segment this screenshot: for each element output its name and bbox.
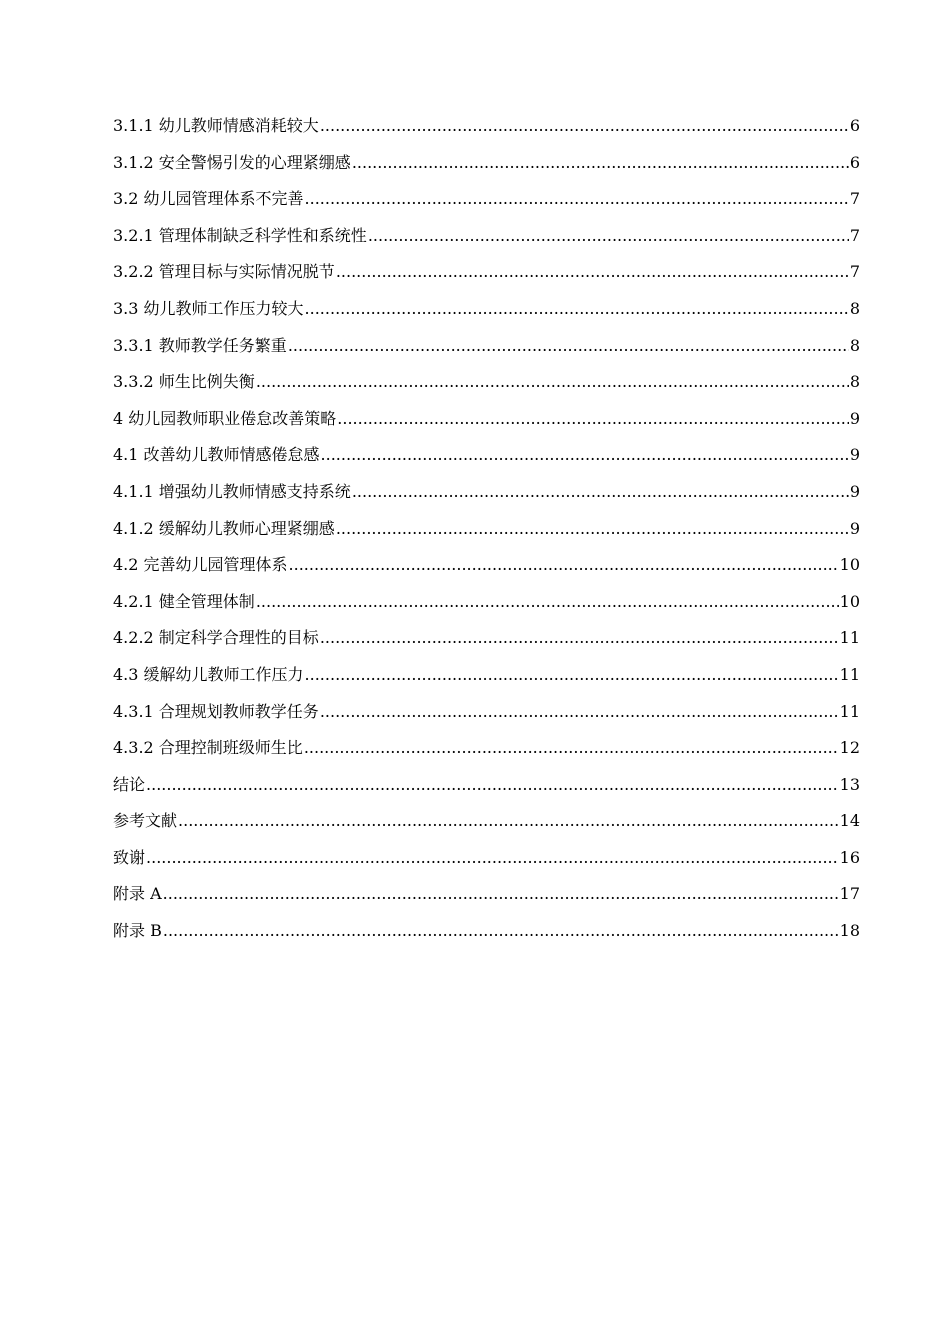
toc-dot-leader [320,108,849,145]
toc-dot-leader [178,803,839,840]
toc-entry-title: 4.3.1 合理规划教师教学任务 [113,701,319,721]
toc-entry-title: 3.3.1 教师教学任务繁重 [113,335,287,355]
toc-entry-page-number: 18 [839,921,860,941]
toc-entry-page-number: 7 [849,262,860,282]
toc-dot-leader [305,657,839,694]
toc-entry-page-number: 6 [849,116,860,135]
toc-entry[interactable] [113,291,860,328]
toc-entry[interactable] [113,401,860,438]
toc-dot-leader [305,181,849,218]
toc-entry-page-number: 11 [839,701,860,721]
toc-dot-leader [352,474,849,511]
toc-entry-page-number: 10 [839,555,860,575]
toc-entry-page-number: 8 [849,298,860,318]
toc-entry[interactable] [113,437,860,474]
toc-entry[interactable] [113,254,860,291]
toc-dot-leader [163,913,839,950]
toc-dot-leader [305,291,849,328]
toc-entry-page-number: 14 [839,811,860,831]
toc-entry-page-number: 9 [849,408,860,428]
toc-entry-title: 附录 B [113,921,162,941]
table-of-contents [113,108,860,950]
toc-entry-title: 4.2 完善幼儿园管理体系 [113,555,288,575]
toc-entry[interactable] [113,694,860,731]
toc-entry-title: 4.1.1 增强幼儿教师情感支持系统 [113,481,351,501]
toc-entry[interactable] [113,803,860,840]
toc-entry[interactable] [113,620,860,657]
toc-entry[interactable] [113,876,860,913]
toc-entry[interactable] [113,657,860,694]
toc-dot-leader [288,328,849,365]
toc-entry[interactable] [113,547,860,584]
toc-dot-leader [256,584,839,621]
toc-entry-title: 附录 A [113,884,162,904]
toc-entry-title: 3.1.2 安全警惕引发的心理紧绷感 [113,152,351,172]
toc-entry-page-number: 9 [849,518,860,538]
toc-entry-title: 3.2.1 管理体制缺乏科学性和系统性 [113,225,367,245]
toc-dot-leader [289,547,839,584]
toc-dot-leader [146,840,839,877]
toc-entry[interactable] [113,181,860,218]
toc-entry-page-number: 11 [839,628,860,648]
toc-entry-title: 4.2.1 健全管理体制 [113,591,255,611]
toc-dot-leader [320,620,839,657]
toc-entry-page-number: 7 [849,189,860,209]
toc-entry-title: 3.2 幼儿园管理体系不完善 [113,189,304,209]
toc-entry[interactable] [113,584,860,621]
toc-dot-leader [163,876,839,913]
toc-entry-title: 4.1.2 缓解幼儿教师心理紧绷感 [113,518,335,538]
toc-entry-title: 3.2.2 管理目标与实际情况脱节 [113,262,335,282]
toc-entry-title: 4.3.2 合理控制班级师生比 [113,738,303,758]
toc-entry[interactable] [113,767,860,804]
toc-entry[interactable] [113,364,860,401]
toc-entry[interactable] [113,218,860,255]
toc-dot-leader [336,511,849,548]
toc-entry[interactable] [113,145,860,182]
toc-entry-page-number: 17 [839,884,860,904]
toc-entry-title: 3.3 幼儿教师工作压力较大 [113,298,304,318]
toc-dot-leader [320,694,839,731]
toc-entry-page-number: 8 [849,372,860,392]
toc-entry-title: 4.2.2 制定科学合理性的目标 [113,628,319,648]
toc-entry-page-number: 9 [849,481,860,501]
toc-entry-title: 3.3.2 师生比例失衡 [113,372,255,392]
toc-entry-title: 4.1 改善幼儿教师情感倦怠感 [113,445,320,465]
toc-entry-page-number: 11 [839,664,860,684]
toc-dot-leader [321,437,849,474]
toc-entry[interactable] [113,108,860,145]
toc-entry-page-number: 16 [839,847,860,867]
toc-dot-leader [337,401,849,438]
toc-entry-title: 致谢 [113,847,146,867]
toc-dot-leader [146,767,839,804]
toc-entry-title: 4.3 缓解幼儿教师工作压力 [113,664,304,684]
toc-entry[interactable] [113,328,860,365]
toc-entry[interactable] [113,913,860,950]
toc-entry-page-number: 6 [849,152,860,172]
toc-dot-leader [304,730,839,767]
toc-entry-title: 3.1.1 幼儿教师情感消耗较大 [113,116,319,135]
toc-entry[interactable] [113,730,860,767]
toc-dot-leader [352,145,849,182]
toc-entry[interactable] [113,474,860,511]
toc-entry-page-number: 9 [849,445,860,465]
toc-dot-leader [256,364,849,401]
toc-entry-title: 参考文献 [113,811,178,831]
toc-entry-title: 结论 [113,774,146,794]
toc-entry-title: 4 幼儿园教师职业倦怠改善策略 [113,408,337,428]
toc-entry-page-number: 7 [849,225,860,245]
toc-entry-page-number: 13 [839,774,860,794]
toc-entry[interactable] [113,840,860,877]
toc-entry-page-number: 10 [839,591,860,611]
toc-entry-page-number: 12 [839,738,860,758]
toc-dot-leader [368,218,849,255]
toc-entry-page-number: 8 [849,335,860,355]
toc-entry[interactable] [113,511,860,548]
toc-dot-leader [336,254,849,291]
